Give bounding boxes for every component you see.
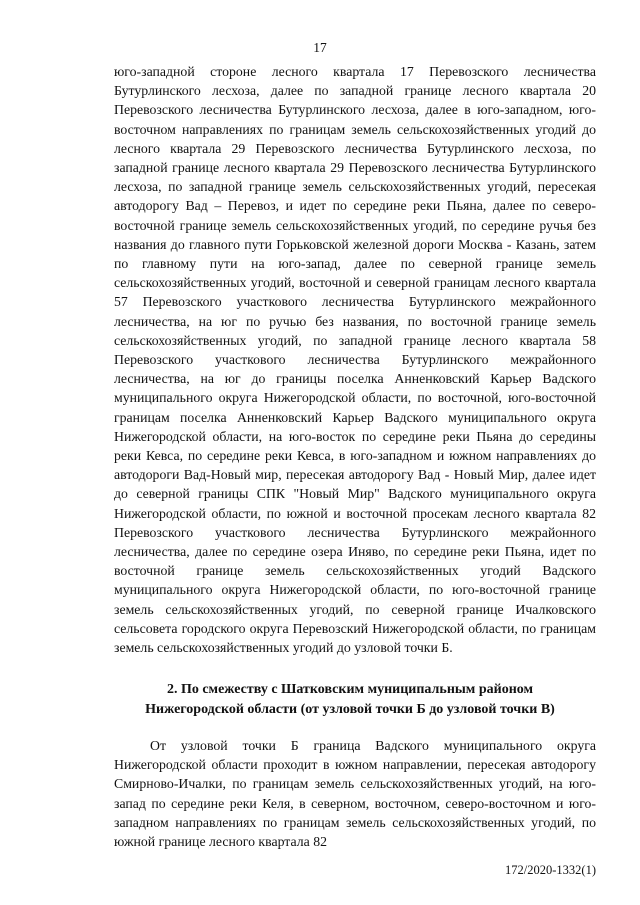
section-heading-line-1: 2. По смежеству с Шатковским муниципальным районом (166, 682, 534, 697)
body-paragraph-2: От узловой точки Б граница Вадского муниципального округа Нижегородской области проходит в южном направлении, пересекая автодорогу Смирново-Ичалки, по границам земель сельскохозяйственных угодий, на юго-запад по середине реки Келя, в северном, восточном, северо-восточном и юго-западном направлениях по границам земель сельскохозяйственных угодий, по южной границе лесного квартала 82 (114, 738, 596, 850)
section-heading-line-2: Нижегородской области (от узловой точки Б до узловой точки В) (145, 702, 555, 717)
document-code: 172/2020-1332(1) (505, 863, 596, 877)
section-heading (100, 680, 600, 720)
page-number: 17 (313, 40, 327, 55)
body-paragraph-1: юго-западной стороне лесного квартала 17 Перевозского лесничества Бутурлинского лесхоза, далее по западной границе лесного квартала 20 Перевозского лесничества Бутурлинского лесхоза, далее в юго-западном, юго-восточном направлениях по границам земель сельскохозяйственных угодий до лесного квартала 29 Перевозского лесничества Бутурлинского лесхоза, по западной границе лесного квартала 29 Перевозского лесничества Бутурлинского лесхоза, по западной границе земель сельскохозяйственных угодий, пересекая автодорогу Вад – Перевоз, и идет по середине реки Пьяна, далее по северо-восточной границе земель сельскохозяйственных угодий, по середине ручья без названия до главного пути Горьковской железной дороги Москва - Казань, затем по главному пути на юго-запад, далее по северной границе земель сельскохозяйственных угодий, восточной и северной границам лесного квартала 57 Перевозского участкового лесничества Бутурлинского межрайонного лесничества, на юг по ручью без названия, по восточной границе земель сельскохозяйственных угодий, по западной границе лесного квартала 58 Перевозского участкового лесничества Бутурлинского межрайонного лесничества, на юг до границы поселка Анненковский Карьер Вадского муниципального округа Нижегородской области, по восточной, юго-восточной границам поселка Анненковский Карьер Вадского муниципального округа Нижегородской области, на юго-восток по середине реки Пьяна до середины реки Кевса, по середине реки Кевса, в юго-западном и южном направлениях до автодороги Вад-Новый мир, пересекая автодорогу Вад - Новый Мир, далее идет до северной границы СПК "Новый Мир" Вадского муниципального округа Нижегородской области, по южной и восточной просекам лесного квартала 82 Перевозского участкового лесничества Бутурлинского межрайонного лесничества, далее по середине озера Инявo, по середине реки Пьяна, идет по восточной границе земель сельскохозяйственных угодий Вадского муниципального округа Нижегородской области, по юго-восточной границе земель сельскохозяйственных угодий, по северной границе Ичалковского сельсовета городского округа Перевозский Нижегородской области, по границам земель сельскохозяйственных угодий до узловой точки Б. (114, 64, 596, 656)
